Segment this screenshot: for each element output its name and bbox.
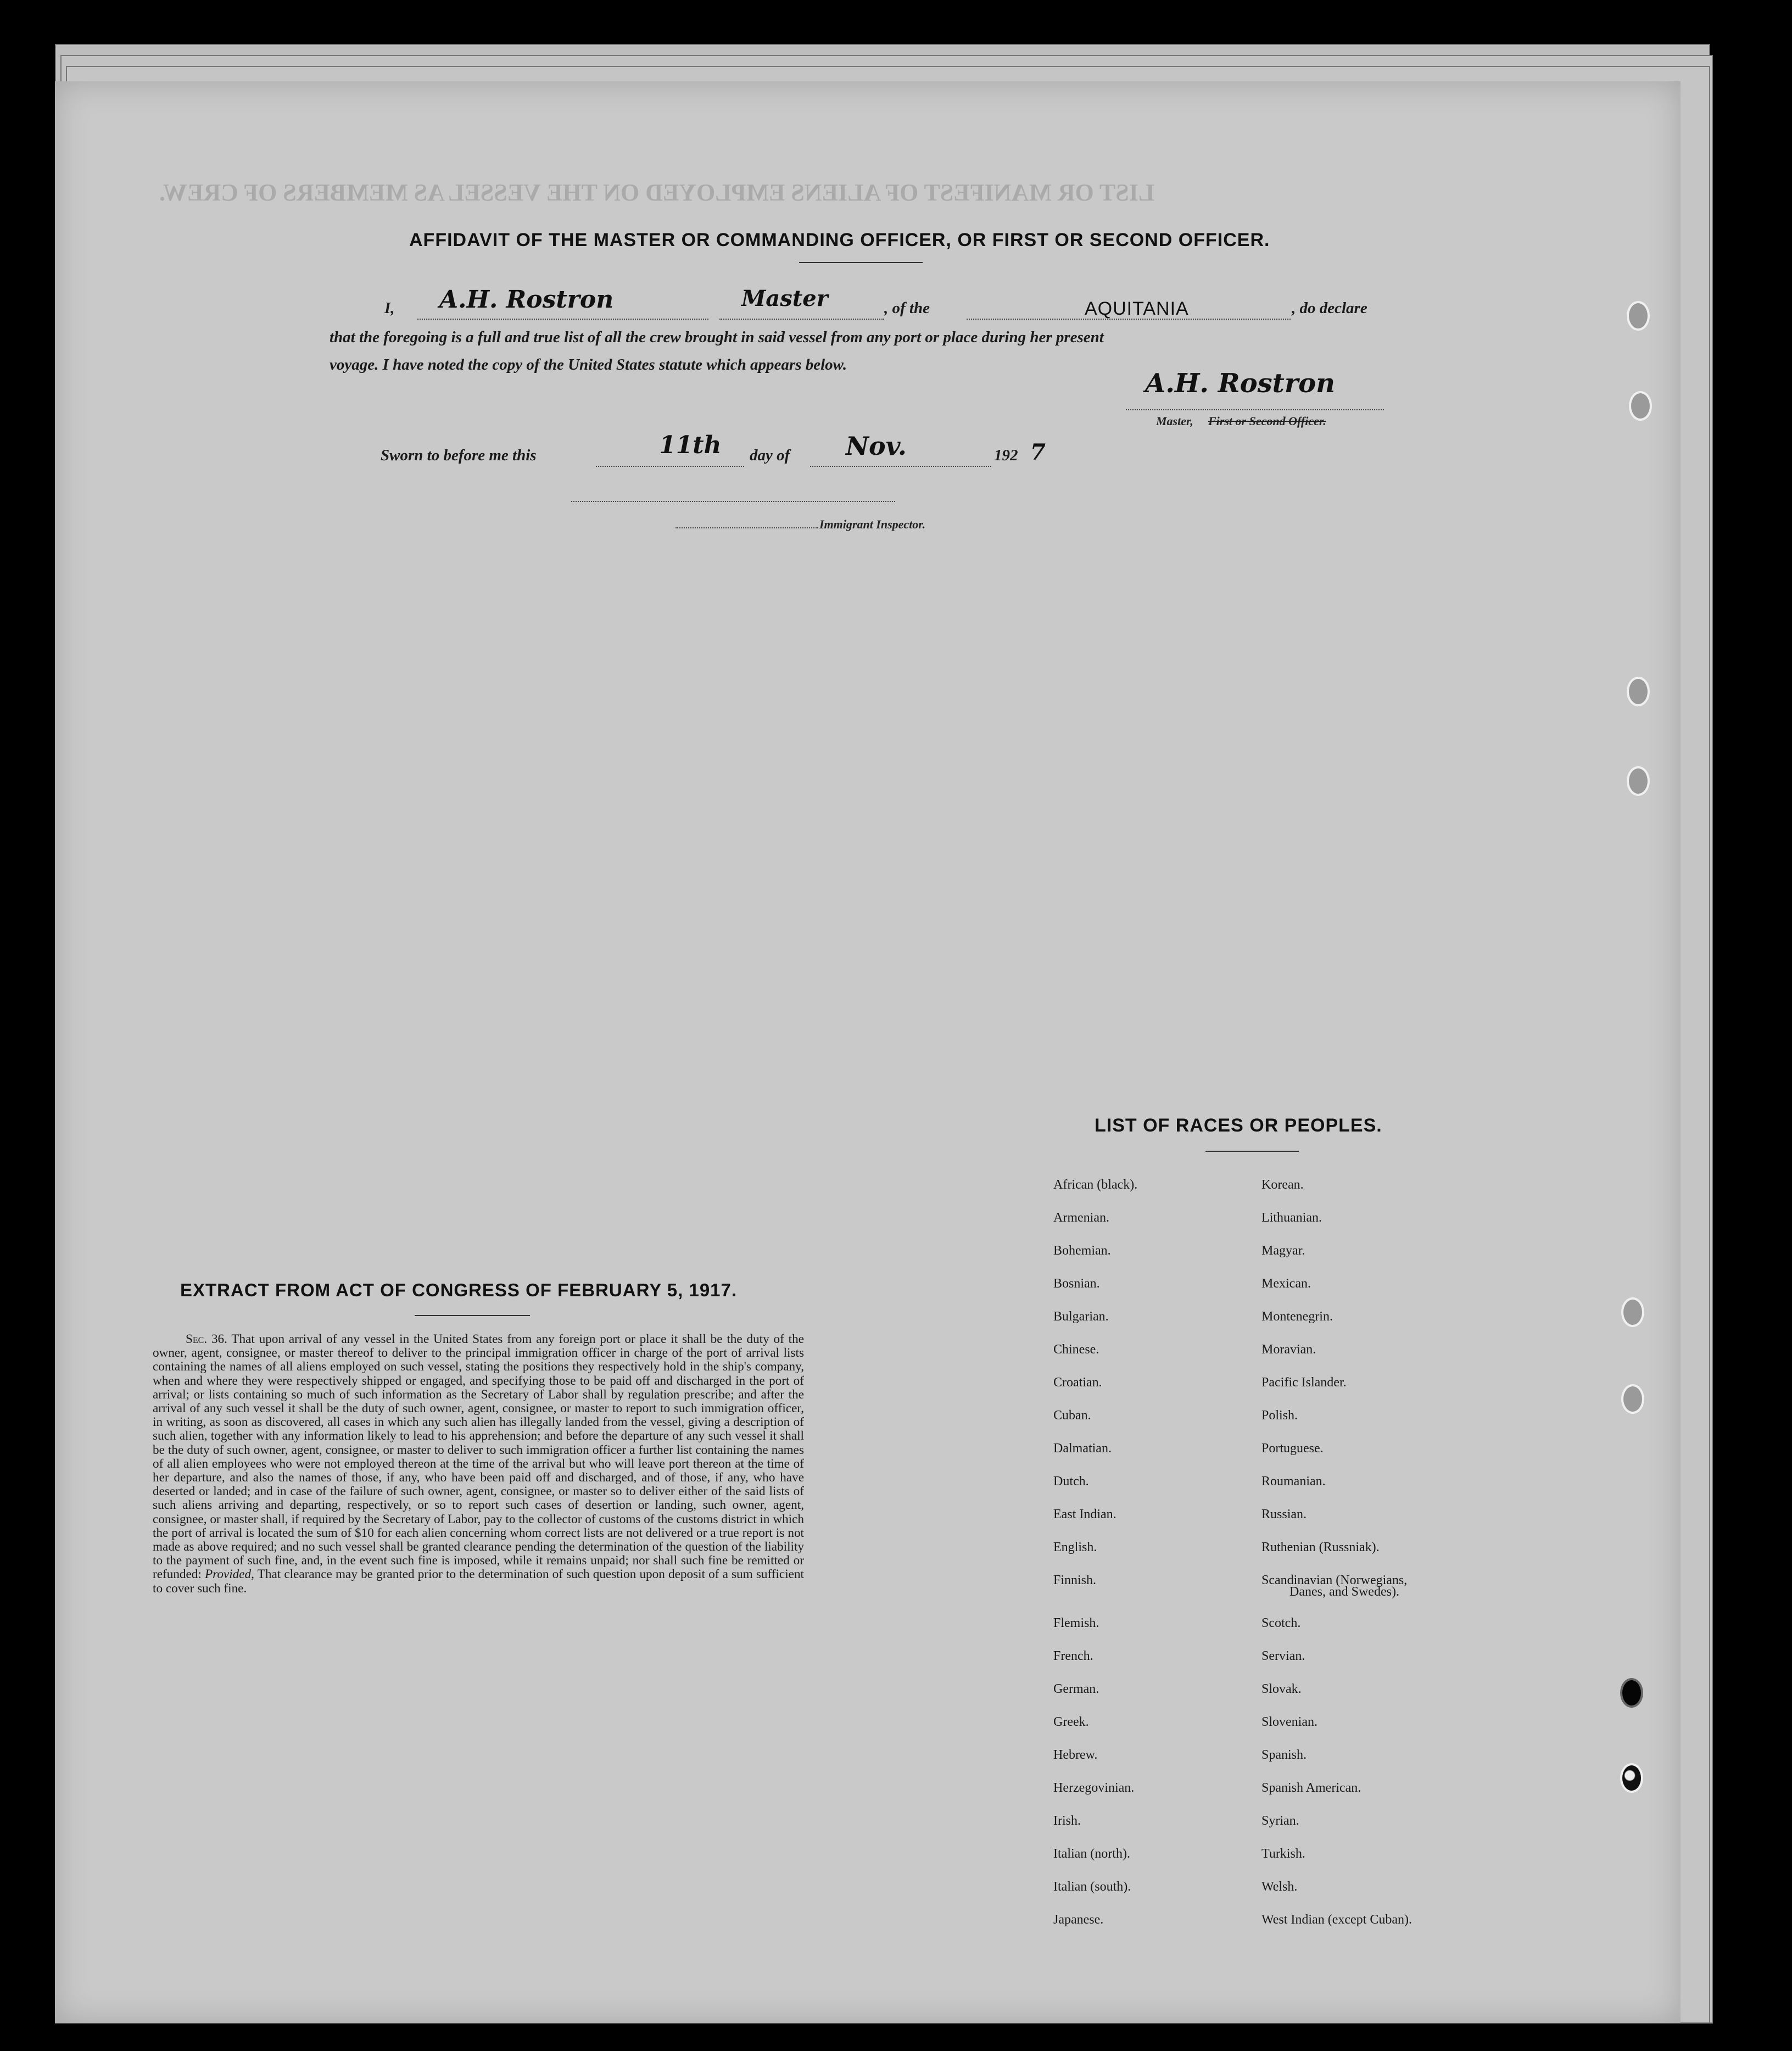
of-the-text: , of the xyxy=(884,299,930,317)
race-item: Magyar. xyxy=(1261,1244,1305,1258)
inspector-line-upper xyxy=(571,501,895,502)
race-item: English. xyxy=(1053,1540,1097,1554)
race-item: Irish. xyxy=(1053,1814,1081,1828)
punch-hole xyxy=(1629,391,1652,421)
sworn-year-printed: 192 xyxy=(994,447,1018,464)
race-item: Slovak. xyxy=(1261,1682,1302,1696)
role-field-line xyxy=(719,319,884,320)
race-item: Cuban. xyxy=(1053,1408,1091,1423)
inspector-caption: Immigrant Inspector. xyxy=(819,517,926,531)
master-signature: A.H. Rostron xyxy=(1145,368,1336,399)
races-title-rule xyxy=(1205,1151,1299,1152)
race-item: Moravian. xyxy=(1261,1342,1316,1357)
name-field-line xyxy=(417,319,708,320)
signature-caption-master: Master, xyxy=(1156,414,1193,428)
punch-hole xyxy=(1627,766,1650,796)
race-item: Hebrew. xyxy=(1053,1748,1098,1762)
race-item: German. xyxy=(1053,1682,1099,1696)
master-name-handwritten: A.H. Rostron xyxy=(439,286,614,314)
race-item: Dutch. xyxy=(1053,1474,1089,1489)
sworn-year-handwritten: 7 xyxy=(1030,439,1046,465)
affidavit-title-rule xyxy=(799,262,923,263)
race-item: Lithuanian. xyxy=(1261,1211,1322,1225)
race-item: Slovenian. xyxy=(1261,1715,1318,1729)
race-item: Montenegrin. xyxy=(1261,1309,1333,1324)
race-item: Bohemian. xyxy=(1053,1244,1111,1258)
race-item: Croatian. xyxy=(1053,1375,1102,1390)
sworn-day-line xyxy=(596,466,744,467)
race-item: Syrian. xyxy=(1261,1814,1299,1828)
race-item: Roumanian. xyxy=(1261,1474,1326,1489)
race-item: Ruthenian (Russniak). xyxy=(1261,1540,1380,1554)
race-item: Japanese. xyxy=(1053,1913,1104,1927)
race-scandinavian-continued: Danes, and Swedes). xyxy=(1289,1585,1399,1599)
race-item: Russian. xyxy=(1261,1507,1307,1521)
sworn-month-handwritten: Nov. xyxy=(846,431,907,461)
race-item: Portuguese. xyxy=(1261,1441,1324,1456)
inspector-line xyxy=(676,527,818,528)
race-item: Mexican. xyxy=(1261,1277,1311,1291)
act-proviso-label: Provided, xyxy=(205,1567,254,1582)
affidavit-i-prefix: I, xyxy=(384,299,395,317)
race-item: Bosnian. xyxy=(1053,1277,1100,1291)
races-title: LIST OF RACES OR PEOPLES. xyxy=(1095,1115,1382,1136)
race-item: Dalmatian. xyxy=(1053,1441,1112,1456)
punch-hole xyxy=(1620,1763,1643,1793)
race-item: Servian. xyxy=(1261,1649,1305,1663)
race-item: Armenian. xyxy=(1053,1211,1109,1225)
act-section-label: Sec. 36. xyxy=(186,1332,227,1346)
sworn-month-line xyxy=(810,466,991,467)
extract-title-rule xyxy=(415,1315,530,1316)
signature-caption-struck: First or Second Officer. xyxy=(1208,414,1326,428)
bleedthrough-header: LIST OR MANIFEST OF ALIENS EMPLOYED ON THE VESSEL AS MEMBERS OF CREW. xyxy=(159,179,1155,206)
race-item: Finnish. xyxy=(1053,1573,1097,1587)
race-item: Flemish. xyxy=(1053,1616,1099,1630)
role-handwritten: Master xyxy=(741,286,828,311)
race-item: Italian (south). xyxy=(1053,1880,1131,1894)
extract-title: EXTRACT FROM ACT OF CONGRESS OF FEBRUARY 5, 1917. xyxy=(180,1280,738,1300)
affidavit-line-3: voyage. I have noted the copy of the United States statute which appears below. xyxy=(330,356,847,374)
sworn-day-of: day of xyxy=(750,447,790,464)
manifest-page xyxy=(55,81,1681,2023)
race-item: Spanish American. xyxy=(1261,1781,1361,1795)
race-item: Korean. xyxy=(1261,1178,1304,1192)
race-item: Herzegovinian. xyxy=(1053,1781,1135,1795)
race-item: East Indian. xyxy=(1053,1507,1116,1521)
race-item: Scandinavian (Norwegians, xyxy=(1261,1573,1408,1587)
punch-hole xyxy=(1621,1384,1644,1414)
punch-hole xyxy=(1620,1678,1643,1708)
race-item: Turkish. xyxy=(1261,1847,1305,1861)
race-item: Greek. xyxy=(1053,1715,1089,1729)
race-item: Scotch. xyxy=(1261,1616,1301,1630)
act-body-a: That upon arrival of any vessel in the United States from any foreign port or place it shall be the duty of the owner, agent, consignee, or master thereof to deliver to the principal immigration officer in charge of the port of arrival lists containing the names of all aliens employed on such vessel, stating the positions they respectively hold in the ship's company, when and where they were respectively shipped or engaged, and specifying those to be paid off and discharged in the port of arrival; or lists containing so much of such information as the Secretary of Labor shall by regulation prescribe; and after the arrival of any such vessel it shall be the duty of such owner, agent, consignee, or master to report to such immigration officer, in writing, as soon as discovered, all cases in which any such alien has illegally landed from the vessel, giving a description of such alien, together with any information likely to lead to his apprehension; and before the departure of any such vessel it shall be the duty of such owner, agent, consignee, or master to deliver to such immigration officer a further list containing the names of all alien employees who were not employed thereon at the time of the arrival but who will leave port thereon at the time of her departure, and also the names of those, if any, who have been paid off and discharged, and of those, if any, who have deserted or landed; and in case of the failure of such owner, agent, consignee, or master so to deliver either of the said lists of such aliens arriving and departing, respectively, or so to report such cases of desertion or landing, such owner, agent, consignee, or master shall, if required by the Secretary of Labor, pay to the collector of customs of the customs district in which the port of arrival is located the sum of $10 for each alien concerning whom correct lists are not delivered or a true report is not made as above required; and no such vessel shall be granted clearance pending the determination of the question of the liability to the payment of such fine, and, in the event such fine is imposed, while it remains unpaid; nor shall such fine be remitted or refunded: xyxy=(153,1332,804,1582)
act-section-36 xyxy=(153,1333,804,1596)
sworn-prefix: Sworn to before me this xyxy=(381,447,537,464)
sworn-day-handwritten: 11th xyxy=(659,431,722,459)
race-item: Chinese. xyxy=(1053,1342,1099,1357)
punch-hole xyxy=(1627,301,1650,331)
affidavit-line-2: that the foregoing is a full and true list of all the crew brought in said vessel from any port or place during her present xyxy=(330,328,1104,346)
race-item: Pacific Islander. xyxy=(1261,1375,1347,1390)
punch-hole xyxy=(1627,677,1650,706)
punch-hole xyxy=(1621,1297,1644,1327)
vessel-name: AQUITANIA xyxy=(1085,298,1189,319)
race-item: Bulgarian. xyxy=(1053,1309,1109,1324)
do-declare-text: , do declare xyxy=(1292,299,1367,317)
race-item: Welsh. xyxy=(1261,1880,1298,1894)
signature-line xyxy=(1126,409,1384,410)
race-item: Italian (north). xyxy=(1053,1847,1130,1861)
race-item: French. xyxy=(1053,1649,1093,1663)
act-body-b: That clearance may be granted prior to the determination of such question upon deposit of a sum sufficient to cover such fine. xyxy=(153,1567,804,1596)
race-item: African (black). xyxy=(1053,1178,1138,1192)
race-item: West Indian (except Cuban). xyxy=(1261,1913,1412,1927)
affidavit-title: AFFIDAVIT OF THE MASTER OR COMMANDING OFFICER, OR FIRST OR SECOND OFFICER. xyxy=(409,230,1270,250)
race-item: Polish. xyxy=(1261,1408,1298,1423)
race-item: Spanish. xyxy=(1261,1748,1307,1762)
